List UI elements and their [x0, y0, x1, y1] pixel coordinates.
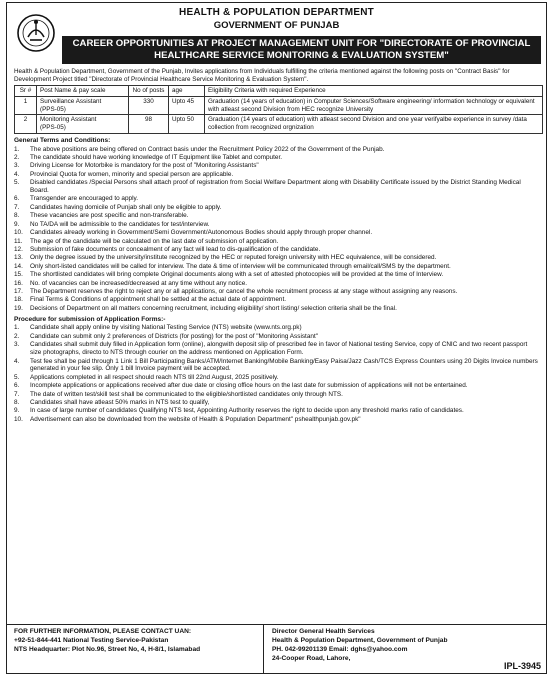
footer-address: 24-Cooper Road, Lahore,: [272, 654, 351, 662]
list-item-text: Driving License for Motorbike is mandatory for the post of "Monitoring Assistants": [30, 162, 259, 170]
title-banner: CAREER OPPORTUNITIES AT PROJECT MANAGEMENT UNIT FOR "DIRECTORATE OF PROVINCIAL HEALTHCARE SERVICE MONITORING & EVALUATION SYSTEM": [62, 36, 541, 64]
list-item-number: 7.: [14, 203, 20, 211]
footer-phone-email: PH. 042-99201139 Email: dghs@yahoo.com: [272, 645, 408, 653]
list-item-text: Only the degree issued by the university/institute recognized by the HEC or reputed foreign university with HEC equivalence, will be considered.: [30, 254, 437, 262]
cell-age: Upto 45: [169, 97, 205, 115]
cell-sr: 2: [15, 115, 37, 133]
list-item-number: 5.: [14, 373, 20, 381]
list-item-number: 10.: [14, 229, 23, 237]
footer-authority-title: Director General Health Services: [272, 628, 375, 635]
list-item-text: Transgender are encouraged to apply.: [30, 195, 139, 203]
footer-authority: [264, 625, 547, 674]
footer-contact-heading: FOR FURTHER INFORMATION, PLEASE CONTACT UAN:: [14, 628, 192, 635]
list-item-number: 13.: [14, 254, 23, 262]
list-item-number: 6.: [14, 382, 20, 390]
list-item-text: Candidates shall have atleast 50% marks in NTS test to qualify,: [30, 398, 210, 406]
list-item-text: Test fee shall be paid through 1 Link 1 Bill Participating Banks/ATM/Internet Banking/Mobile Banking/Easy Paisa/Jazz Cash/TCS Express Counters using 20 Digits Invoice numbers generated in your fee slip. Only 1 bill Invoice payment will be accepted.: [30, 357, 538, 373]
list-item-number: 9.: [14, 220, 20, 228]
list-item-number: 14.: [14, 262, 23, 270]
list-item-text: These vacancies are post specific and non-transferable.: [30, 212, 189, 220]
punjab-emblem-icon: [16, 13, 56, 53]
list-item-number: 2.: [14, 154, 20, 162]
col-sr: Sr #: [15, 86, 37, 97]
list-item-number: 5.: [14, 179, 20, 187]
general-terms-title: General Terms and Conditions:: [14, 136, 111, 144]
list-item-number: 3.: [14, 341, 20, 349]
list-item-text: Candidate shall apply online by visiting National Testing Service (NTS) website (www.nts.org.pk): [30, 324, 302, 332]
col-age: age: [169, 86, 205, 97]
list-item-number: 6.: [14, 195, 20, 203]
list-item-text: The Department reserves the right to reject any or all applications, or cancel the whole recruitment process at any stage without assigning any reasons.: [30, 287, 458, 295]
footer-contact: [6, 625, 264, 674]
list-item-text: Candidates having domicile of Punjab shall only be eligible to apply.: [30, 203, 222, 211]
list-item-number: 1.: [14, 145, 20, 153]
list-item-text: The date of written test/skill test shall be communicated to the eligible/shortlisted candidates only through NTS.: [30, 390, 343, 398]
cell-posts: 98: [129, 115, 169, 133]
list-item-text: In case of large number of candidates Qualifying NTS test, Appointing Authority reserves the right to decide upon any threshold marks ratio of candidates.: [30, 407, 464, 415]
list-item-text: The shortlisted candidates will bring complete Original documents along with a set of attested photocopies will be provided at the time of Interview.: [30, 271, 444, 279]
col-post: Post Name & pay scale: [37, 86, 129, 97]
government-name: GOVERNMENT OF PUNJAB: [213, 20, 340, 32]
cell-criteria: Graduation (14 years of education) with atleast second Division and one year verifyalbe experience in survey /data collection from recognized orgnization: [205, 115, 543, 133]
list-item-number: 9.: [14, 407, 20, 415]
procedure-title: Procedure for submission of Application Forms:-: [14, 315, 166, 323]
list-item-number: 1.: [14, 324, 20, 332]
list-item-text: Only short-listed candidates will be called for interview. The date & time of interview will be communicated through email/call/SMS by the department.: [30, 262, 451, 270]
cell-sr: 1: [15, 97, 37, 115]
list-item-text: Submission of fake documents or concealment of any fact will lead to dis-qualification of the candidate.: [30, 245, 321, 253]
advertisement-border: [6, 2, 547, 674]
list-item-text: The above positions are being offered on Contract basis under the Recruitment Policy 2022 of the Government of the Punjab.: [30, 145, 385, 153]
list-item-number: 4.: [14, 357, 20, 365]
list-item-text: Incomplete applications or applications received after due date or closing office hours on the last date for submission of applications will not be entertained.: [30, 382, 468, 390]
post-name: Monitoring Assistant: [40, 116, 97, 124]
list-item-text: The candidate should have working knowledge of IT Equipment like Tablet and computer.: [30, 154, 282, 162]
ipl-number: IPL-3945: [503, 660, 541, 671]
list-item-text: Candidates shall submit duly filled in Application form (online), alongwith deposit slip of prescribed fee in favor of National testing Service, copy of CNIC and two recent passport size photographs, directo to NTS through courier on the address mentioned on Application Form.: [30, 341, 528, 357]
list-item-text: Decisions of Department on all matters concerning recruitment, including eligibility/ short listing/ selection criteria shall be the final.: [30, 304, 397, 312]
list-item-number: 4.: [14, 170, 20, 178]
list-item-number: 19.: [14, 304, 23, 312]
col-posts: No of posts: [129, 86, 169, 97]
footer-uan: +92-51-844-441 National Testing Service-Pakistan: [14, 636, 169, 644]
cell-criteria: Graduation (14 years of education) in Computer Sciences/Software engineering/ information technology or equivalent with atleast second Division from HEC recognize University: [205, 97, 543, 115]
post-scale: (PPS-05): [40, 124, 66, 132]
post-name: Surveillance Assistant: [40, 98, 102, 106]
list-item-number: 3.: [14, 162, 20, 170]
list-item-number: 15.: [14, 271, 23, 279]
list-item-number: 16.: [14, 279, 23, 287]
list-item-text: Candidate can submit only 2 preferences of Districts (for posting) for the post of "Monitoring Assistant": [30, 332, 318, 340]
list-item-number: 17.: [14, 287, 23, 295]
department-name: HEALTH & POPULATION DEPARTMENT: [179, 7, 374, 18]
cell-age: Upto 50: [169, 115, 205, 133]
list-item-text: Advertisement can also be downloaded from the website of Health & Population Department" pshealthpunjab.gov.pk": [30, 415, 361, 423]
footer-nts-address: NTS Headquarter: Plot No.96, Street No, 4, H-8/1, Islamabad: [14, 645, 201, 653]
list-item-text: No TA/DA will be admissible to the candidates for test/interview.: [30, 220, 210, 228]
list-item-text: Final Terms & Conditions of appointment shall be settled at the actual date of appointment.: [30, 296, 287, 304]
list-item-text: Disabled candidates /Special Persons shall attach proof of registration from Social Welfare Department along with Disability Certificate issued by the District Standing Medical Board.: [30, 179, 521, 195]
list-item-number: 10.: [14, 415, 23, 423]
list-item-number: 8.: [14, 212, 20, 220]
col-criteria: Eligibility Criteria with required Experience: [205, 86, 543, 97]
list-item-number: 18.: [14, 296, 23, 304]
list-item-number: 8.: [14, 398, 20, 406]
list-item-number: 7.: [14, 390, 20, 398]
footer-department: Health & Population Department, Government of Punjab: [272, 636, 448, 644]
intro-paragraph: Health & Population Department, Government of the Punjab, Invites applications from Individuals fulfilling the criteria mentioned against the following posts on "Contract Basis" for Development Project titled "Directorate of Provincial Healthcare Service Monitoring & Evaluation System".: [14, 68, 510, 83]
header: [8, 7, 545, 65]
list-item-text: Candidates already working in Government/Semi Government/Autonomous Bodies should apply through proper channel.: [30, 229, 373, 237]
list-item-text: Applications completed in all respect should reach NTS till 22nd August, 2025 positively.: [30, 373, 279, 381]
list-item-text: Provincial Quota for women, minority and special person are applicable.: [30, 170, 234, 178]
cell-posts: 330: [129, 97, 169, 115]
list-item-text: The age of the candidate will be calculated on the last date of submission of application.: [30, 237, 279, 245]
footer: [6, 624, 547, 674]
list-item-number: 11.: [14, 237, 23, 245]
list-item-text: No. of vacancies can be increased/decreased at any time without any notice.: [30, 279, 248, 287]
post-scale: (PPS-05): [40, 105, 66, 113]
list-item-number: 2.: [14, 332, 20, 340]
list-item-number: 12.: [14, 245, 23, 253]
